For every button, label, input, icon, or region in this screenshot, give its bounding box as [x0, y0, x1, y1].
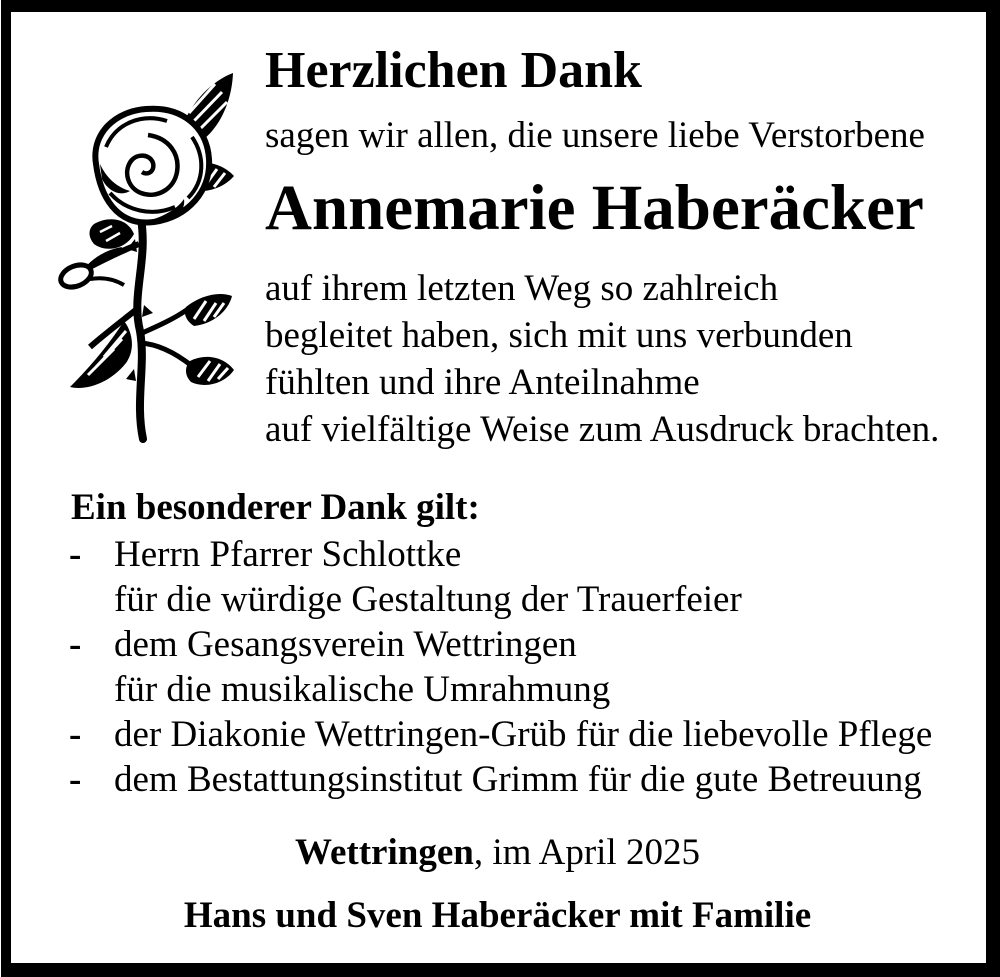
thanks-list: [69, 532, 956, 802]
list-item-line: dem Bestattungsinstitut Grimm für die gute Betreuung: [114, 759, 922, 800]
list-item-line: dem Gesangsverein Wettringen: [114, 624, 577, 665]
list-item-line: Herrn Pfarrer Schlottke: [114, 534, 462, 575]
deceased-name: Annemarie Haberäcker: [265, 172, 924, 244]
list-item: [69, 712, 956, 757]
dash-bullet: -: [69, 714, 82, 755]
body-line: begleitet haben, sich mit uns verbunden: [265, 315, 853, 356]
list-item-line: der Diakonie Wettringen-Grüb für die liebevolle Pflege: [114, 714, 933, 755]
list-item: [69, 757, 956, 802]
body-line: auf vielfältige Weise zum Ausdruck brachten.: [265, 409, 940, 450]
body-line: fühlten und ihre Anteilnahme: [265, 362, 700, 403]
intro-line: sagen wir allen, die unsere liebe Verstorbene: [265, 115, 925, 156]
thanks-heading: Ein besonderer Dank gilt:: [71, 487, 480, 528]
list-item-line: für die musikalische Umrahmung: [114, 669, 611, 710]
dash-bullet: -: [69, 759, 82, 800]
place-name: Wettringen: [295, 832, 474, 873]
notice-border-frame: [1, 0, 1000, 977]
list-item: [69, 532, 956, 622]
place-and-date: [23, 832, 972, 875]
date-text: , im April 2025: [473, 832, 700, 873]
dash-bullet: -: [69, 534, 82, 575]
list-item: [69, 622, 956, 712]
dash-bullet: -: [69, 624, 82, 665]
body-paragraph: [265, 265, 939, 453]
body-line: auf ihrem letzten Weg so zahlreich: [265, 268, 779, 309]
rose-illustration-icon: [36, 69, 236, 454]
list-item-line: für die würdige Gestaltung der Trauerfeier: [114, 579, 742, 620]
family-signature: Hans und Sven Haberäcker mit Familie: [183, 895, 812, 936]
page-title: Herzlichen Dank: [265, 42, 642, 99]
